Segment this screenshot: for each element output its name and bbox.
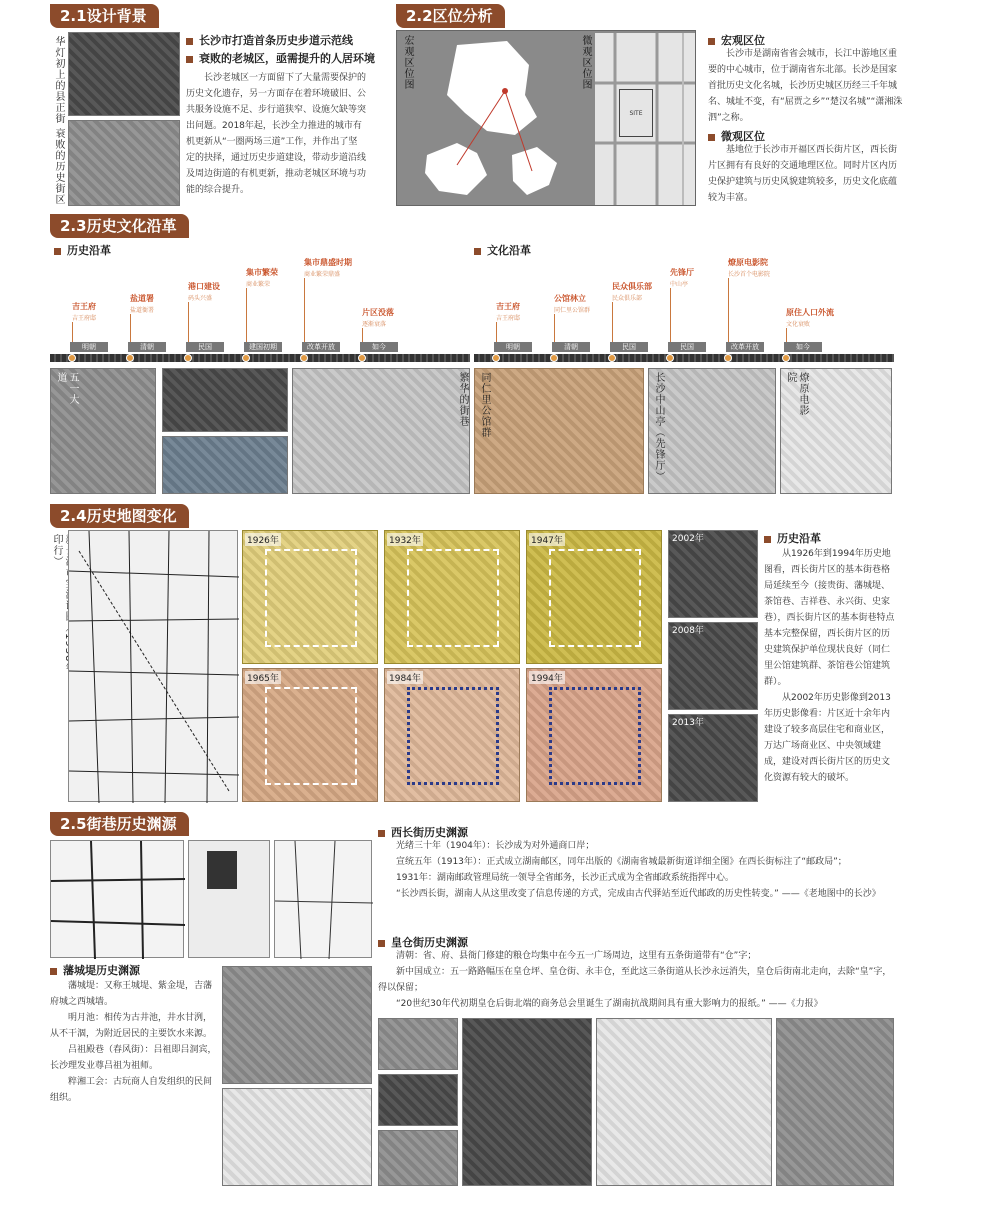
culture-timeline-event-name: 燎原电影院 <box>728 258 768 267</box>
history-timeline-marker <box>242 354 250 362</box>
photo-huangcang-2 <box>378 1074 458 1126</box>
micro-map-caption: 微观区位图 <box>580 35 591 90</box>
paragraph-huangcang: 清朝：省、府、县衙门修建的粮仓均集中在今五一广场周边，这里有五条街道带有“仓”字； 新中国成立：五一路路幅压在皇仓坪、皇仓街、永丰仓，至此这三条街道从长沙永远消失，皇仓后街南北走向，去除“皇”字，得以保留； “20世纪30年代初期皇仓后街北端的商务总会里诞生了湖南抗战期间具有重大影响力的报纸。” ——《力报》 <box>378 951 892 1009</box>
history-timeline-marker <box>68 354 76 362</box>
history-timeline-axis <box>50 354 470 362</box>
heading-history-timeline: 历史沿革 <box>54 242 111 258</box>
historic-street-map <box>274 840 372 958</box>
history-timeline-stem <box>362 328 363 342</box>
history-timeline-stem <box>130 314 131 342</box>
culture-timeline-event-name: 吉王府 <box>496 302 520 311</box>
history-timeline-event-note: 商业繁荣鼎盛 <box>304 271 341 278</box>
historical-map-tile <box>526 530 662 664</box>
culture-timeline-event-note: 长沙首个电影院 <box>728 271 771 278</box>
culture-timeline-event-name: 公馆林立 <box>554 294 586 303</box>
photo-old-street-b <box>162 436 288 494</box>
history-timeline-marker <box>184 354 192 362</box>
heading-old-town: 衰败的老城区，亟需提升的人居环境 <box>186 50 375 66</box>
site-marker: SITE <box>619 89 653 137</box>
historical-map-year: 1994年 <box>529 671 565 684</box>
site-boundary <box>549 549 641 647</box>
macro-location-map <box>417 35 567 203</box>
historical-map-year: 1947年 <box>529 533 565 546</box>
heading-xichang: 西长街历史渊源 <box>378 824 468 840</box>
caption-tongrenli: 同仁里公馆群 <box>479 372 490 438</box>
photo-huangcang-3 <box>378 1130 458 1186</box>
location-map-panel <box>396 30 696 206</box>
history-timeline-event-note: 盐道衙署 <box>130 307 155 314</box>
culture-timeline-stem <box>670 288 671 342</box>
culture-timeline-event-note: 吉王府邸 <box>496 315 521 322</box>
map-1938 <box>68 530 238 802</box>
paragraph-design-background: 长沙老城区一方面留下了大量需要保护的历史文化遗存，另一方面存在着环境破旧、公共服务设施不足、步行道狭窄、设施欠缺等突出问题。2018年起，长沙全力推进的城市有机更新从“一圈两场三道”工作，并作出了坚定的抉择，通过历史步道建设，带动步道沿线及周边街道的有机更新，推动老城区环境与功能的综合提升。 <box>186 73 367 195</box>
history-timeline-marker <box>126 354 134 362</box>
history-timeline-stem <box>304 278 305 342</box>
heading-macro-location: 宏观区位 <box>708 32 765 48</box>
culture-timeline-event-note: 同仁里公馆群 <box>554 307 591 314</box>
historical-map-year: 1926年 <box>245 533 281 546</box>
historical-map-year: 1965年 <box>245 671 281 684</box>
photo-old-lane <box>222 966 372 1084</box>
historical-map-tile <box>384 668 520 802</box>
heading-culture-timeline: 文化沿革 <box>474 242 531 258</box>
paragraph-macro-location: 长沙市是湖南省省会城市，长江中游地区重要的中心城市，位于湖南省东北部。长沙是国家首批历史文化名城，长沙历史城区历经三千年城名、城址不变，有“屈贾之乡”“楚汉名城”“潇湘洙泗”之称。 <box>708 49 903 123</box>
paragraph-fancheng: 藩城堤：又称王城堤、紫金堤，吉藩府城之西城墙。 明月池：相传为古井池，井水甘洌，从不干涸，为附近居民的主要饮水来源。 吕祖殿巷（春风街）：吕祖即吕洞宾，长沙理发业尊吕祖为祖师。 粹湘工会：古玩商人自发组织的民间组织。 <box>50 981 217 1103</box>
culture-timeline-period: 清朝 <box>552 342 590 352</box>
history-timeline-event-name: 盐道署 <box>130 294 154 303</box>
culture-timeline-marker <box>782 354 790 362</box>
history-timeline-event-name: 吉王府 <box>72 302 96 311</box>
caption-liaoyuan-cinema: 燎原电影院 <box>785 372 808 416</box>
history-timeline-event-note: 吉王府邸 <box>72 315 97 322</box>
photo-old-street-a <box>162 368 288 432</box>
photo-busy-lanes <box>292 368 470 494</box>
history-timeline-event-name: 集市鼎盛时期 <box>304 258 352 267</box>
caption-zhongshan-pavilion: 长沙中山亭（先锋厅） <box>653 372 664 482</box>
photo-city-skyline <box>776 1018 894 1186</box>
culture-timeline-event-note: 文化衰败 <box>786 321 811 328</box>
section-title-street-origins: 2.5街巷历史渊源 <box>50 812 189 836</box>
history-timeline-event-note: 逐渐衰落 <box>362 321 387 328</box>
photo-street-vendor <box>222 1088 372 1186</box>
photo-night-street <box>68 32 180 116</box>
culture-timeline-marker <box>608 354 616 362</box>
photo-tongrenli <box>474 368 644 494</box>
section-title-history-maps: 2.4历史地图变化 <box>50 504 189 528</box>
historic-document-portrait <box>188 840 270 958</box>
culture-timeline-axis <box>474 354 894 362</box>
macro-map-caption: 宏观区位图 <box>402 35 413 90</box>
section-title-history-culture: 2.3历史文化沿革 <box>50 214 189 238</box>
section-title-location: 2.2区位分析 <box>396 4 505 28</box>
culture-timeline-marker <box>724 354 732 362</box>
culture-timeline-marker <box>666 354 674 362</box>
history-timeline-period: 改革开放 <box>302 342 340 352</box>
history-timeline-period: 建国初期 <box>244 342 282 352</box>
culture-timeline-stem <box>612 302 613 342</box>
culture-timeline-stem <box>496 322 497 342</box>
fancheng-map <box>50 840 184 958</box>
history-timeline <box>50 258 470 366</box>
culture-timeline-event-name: 先锋厅 <box>670 268 694 277</box>
photo-caption-night-street: 华灯初上的县正街 <box>53 36 64 124</box>
culture-timeline-marker <box>550 354 558 362</box>
heading-fancheng: 藩城堤历史渊源 <box>50 962 140 978</box>
history-timeline-period: 民国 <box>186 342 224 352</box>
caption-busy-lanes: 繁华的街巷 <box>457 372 468 427</box>
satellite-year-2013: 2013年 <box>672 718 704 728</box>
history-timeline-event-note: 码头兴盛 <box>188 295 213 302</box>
culture-timeline-period: 民国 <box>610 342 648 352</box>
site-boundary <box>265 549 357 647</box>
history-timeline-period: 明朝 <box>70 342 108 352</box>
history-timeline-event-note: 商业繁荣 <box>246 281 271 288</box>
heading-demo-route: 长沙市打造首条历史步道示范线 <box>186 32 353 48</box>
culture-timeline <box>474 258 894 366</box>
section-title-design-background: 2.1设计背景 <box>50 4 159 28</box>
historical-map-tile <box>242 530 378 664</box>
photo-declining-district <box>68 120 180 206</box>
history-timeline-marker <box>358 354 366 362</box>
photo-caption-declining-district: 衰败的历史街区 <box>53 128 64 205</box>
history-timeline-event-name: 港口建设 <box>188 282 220 291</box>
photo-newspaper <box>596 1018 772 1186</box>
history-timeline-stem <box>188 302 189 342</box>
culture-timeline-stem <box>554 314 555 342</box>
culture-timeline-stem <box>728 278 729 342</box>
photo-zhongshan-pavilion <box>648 368 776 494</box>
culture-timeline-event-name: 民众俱乐部 <box>612 282 652 291</box>
history-timeline-stem <box>246 288 247 342</box>
historical-map-year: 1932年 <box>387 533 423 546</box>
history-timeline-event-name: 集市繁荣 <box>246 268 278 277</box>
paragraph-map-history: 从1926年到1994年历史地图看，西长街片区的基本街巷格局延续至今（接贵街、藩城堤、茶馆巷、吉祥巷、永兴街、史家巷），西长街片区的基本街巷特点基本完整保留，西长街片区的历史建筑保护单位现状良好（同仁里公馆建筑群、茶馆巷公馆建筑群）。 从2002年历史影像到2013年历史影像看：片区近十余年内建设了较多高层住宅和商业区，万达广场商业区、中央领域建成，建设对西长街片区的历史文化资源有较大的破坏。 <box>764 549 895 783</box>
satellite-year-2002: 2002年 <box>672 534 704 544</box>
caption-1938-map: 印行） <box>51 534 62 567</box>
culture-timeline-event-name: 原住人口外流 <box>786 308 834 317</box>
site-boundary <box>407 549 499 647</box>
historical-map-tile <box>384 530 520 664</box>
culture-timeline-period: 民国 <box>668 342 706 352</box>
history-timeline-event-name: 片区没落 <box>362 308 394 317</box>
site-boundary <box>407 687 499 785</box>
history-timeline-period: 清朝 <box>128 342 166 352</box>
site-boundary <box>265 687 357 785</box>
culture-timeline-period: 如今 <box>784 342 822 352</box>
culture-timeline-period: 改革开放 <box>726 342 764 352</box>
history-timeline-period: 如今 <box>360 342 398 352</box>
heading-map-history: 历史沿革 <box>764 530 821 546</box>
heading-micro-location: 微观区位 <box>708 128 765 144</box>
historical-maps-grid <box>242 530 662 802</box>
culture-timeline-stem <box>786 328 787 342</box>
satellite-year-2008: 2008年 <box>672 626 704 636</box>
historical-map-tile <box>242 668 378 802</box>
culture-timeline-event-note: 民众俱乐部 <box>612 295 643 302</box>
site-boundary <box>549 687 641 785</box>
paragraph-xichang: 光绪三十年（1904年）：长沙成为对外通商口岸； 宣统五年（1913年）：正式成立湖南邮区，同年出版的《湖南省城最新街道详细全图》在西长街标注了“邮政局”； 1931年：湖南邮政管理局统一领导全省邮务，长沙正式成为全省邮政系统指挥中心。 “长沙西长街，湖南人从这里改变了信息传递的方式，完成由古代驿站至近代邮政的历史性转变。” ——《老地图中的长沙》 <box>396 841 881 899</box>
culture-timeline-period: 明朝 <box>494 342 532 352</box>
photo-huangcang-1 <box>378 1018 458 1070</box>
paragraph-micro-location: 基地位于长沙市开福区西长街片区，西长街片区拥有有良好的交通地理区位。同时片区内历史保护建筑与历史风貌建筑较多，历史文化底蕴较为丰富。 <box>708 145 898 203</box>
micro-location-map <box>595 33 695 205</box>
caption-wuyi-avenue: 五一大道 <box>55 372 78 405</box>
culture-timeline-event-note: 中山亭 <box>670 281 689 288</box>
heading-huangcang: 皇仓街历史渊源 <box>378 934 468 950</box>
history-timeline-stem <box>72 322 73 342</box>
historical-map-tile <box>526 668 662 802</box>
photo-market-street <box>462 1018 592 1186</box>
historical-map-year: 1984年 <box>387 671 423 684</box>
culture-timeline-marker <box>492 354 500 362</box>
history-timeline-marker <box>300 354 308 362</box>
